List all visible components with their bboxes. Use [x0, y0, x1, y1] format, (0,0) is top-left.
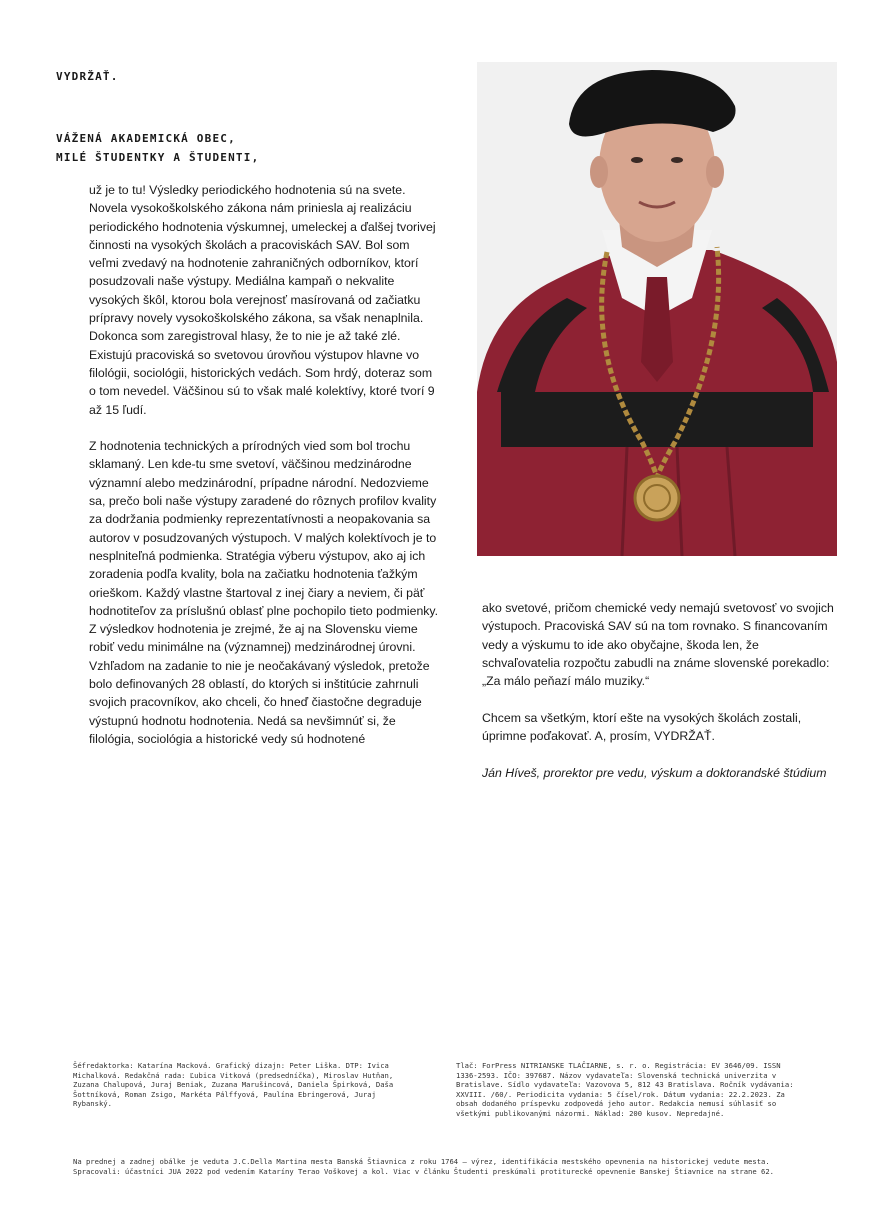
salutation-line: MILÉ ŠTUDENTKY A ŠTUDENTI, — [56, 151, 260, 164]
body-paragraph: Z hodnotenia technických a prírodných vied som bol trochu sklamaný. Len kde-tu sme svetoví, väčšinou medzinárodne významní alebo medzinárodní, prípadne národní. Nedozvieme sa, prečo boli naše výstupy zaradené do rôznych profilov kvality za dodržania podmienky reprezentatívnosti a neopakovania sa autorov v posudzovaných výstupoch. V malých kolektívoch je to nesplniteľná podmienka. Stratégia výberu výstupov, ako aj ich zoradenia podľa kvality, bola na začiatku hodnotenia ťažkým orieškom. Každý vlastne štartoval z inej čiary a neviem, či päť hodnotiteľov za príslušnú oblasť plne pochopilo tieto podmienky. Z výsledkov hodnotenia je zrejmé, že aj na Slovensku vieme robiť vedu minimálne na (významnej) medzinárodnej úrovni. Vzhľadom na zadanie to nie je neočakávaný výsledok, pretože bolo definovaných 28 oblastí, do ktorých si inštitúcie zahrnuli svojich pracovníkov, ako chceli, čo hneď čiastočne degraduje výstupnú hodnotu hodnotenia. Nedá sa nevšimnúť si, že filológia, sociológia a historické vedy sú hodnotené — [89, 439, 439, 746]
kicker-heading: VYDRŽAŤ. — [56, 70, 119, 83]
body-column-left — [89, 181, 441, 767]
cover-note: Na prednej a zadnej obálke je veduta J.C.Della Martina mesta Banská Štiavnica z roku 1764 – výrez, identifikácia mestského opevnenia na historickej vedute mesta. Spracovali: účastníci JUA 2022 pod vedením Kataríny Terao Voškovej a kol. Viac v článku Študenti preskúmali protiturecké opevnenie Banskej Štiavnice na strane 62. — [73, 1157, 775, 1176]
body-paragraph: ako svetové, pričom chemické vedy nemajú svetovosť vo svojich výstupoch. Pracoviská SAV sú na tom rovnako. S financovaním vedy a výskumu to ide ako obyčajne, škoda len, že schvaľovatelia rozpočtu zabudli na známe slovenské porekadlo: „Za málo peňazí málo muziky.“ — [482, 601, 834, 689]
author-signature: Ján Híveš, prorektor pre vedu, výskum a doktorandské štúdium — [482, 765, 827, 780]
portrait-illustration — [477, 62, 837, 556]
body-paragraph: Chcem sa všetkým, ktorí ešte na vysokých školách zostali, úprimne poďakovať. A, prosím, VYDRŽAŤ. — [482, 710, 802, 744]
salutation — [56, 129, 259, 167]
salutation-line: VÁŽENÁ AKADEMICKÁ OBEC, — [56, 132, 236, 145]
colophon-publisher: Tlač: ForPress NITRIANSKE TLAČIARNE, s. r. o. Registrácia: EV 3646/09. ISSN 1336-2593. IČO: 397687. Názov vydavateľa: Slovenská technická univerzita v Bratislave. Sídlo vydavateľa: Vazovova 5, 812 43 Bratislava. Ročník vydávania: XXVIII. /60/. Periodicita vydania: 5 čísel/rok. Dátum vydania: 22.2.2023. Za obsah dodaného príspevku zodpovedá jeho autor. Redakcia nemusí súhlasiť so všetkými publikovanými názormi. Náklad: 200 kusov. Nepredajné. — [456, 1061, 794, 1118]
portrait-photo — [477, 62, 837, 556]
colophon-editorial: Šéfredaktorka: Katarína Macková. Grafický dizajn: Peter Liška. DTP: Ivica Michalková. Redakčná rada: Ľubica Vitková (predsedníčka), Miroslav Hutňan, Zuzana Chalupová, Juraj Beniak, Zuzana Marušincová, Daniela Špirková, Daša Šottníková, Roman Zsigo, Markéta Pálffyová, Paulína Ebringerová, Juraj Rybanský. — [73, 1061, 394, 1109]
body-column-right — [482, 599, 834, 800]
body-paragraph: už je to tu! Výsledky periodického hodnotenia sú na svete. Novela vysokoškolského zákona nám priniesla aj realizáciu periodického hodnotenia výskumnej, umeleckej a ďalšej tvorivej činnosti na vysokých školách a pracoviskách SAV. Bol som veľmi zvedavý na hodnotenie zahraničných odborníkov, ktorí posudzovali naše výstupy. Mediálna kampaň o nekvalite vysokých škôl, ktorou bola verejnosť masírovaná od začiatku prípravy novely vysokoškolského zákona, sa však nenaplnila. Dokonca som zaregistroval hlasy, že to nie je až také zlé. Existujú pracoviská so svetovou úrovňou výstupov hlavne vo filológii, sociológii, historických vedách. Som hrdý, doteraz som o tom nevedel. Väčšinou sú to však malé kolektívy, ktoré tvorí 9 až 15 ľudí. — [89, 183, 436, 417]
